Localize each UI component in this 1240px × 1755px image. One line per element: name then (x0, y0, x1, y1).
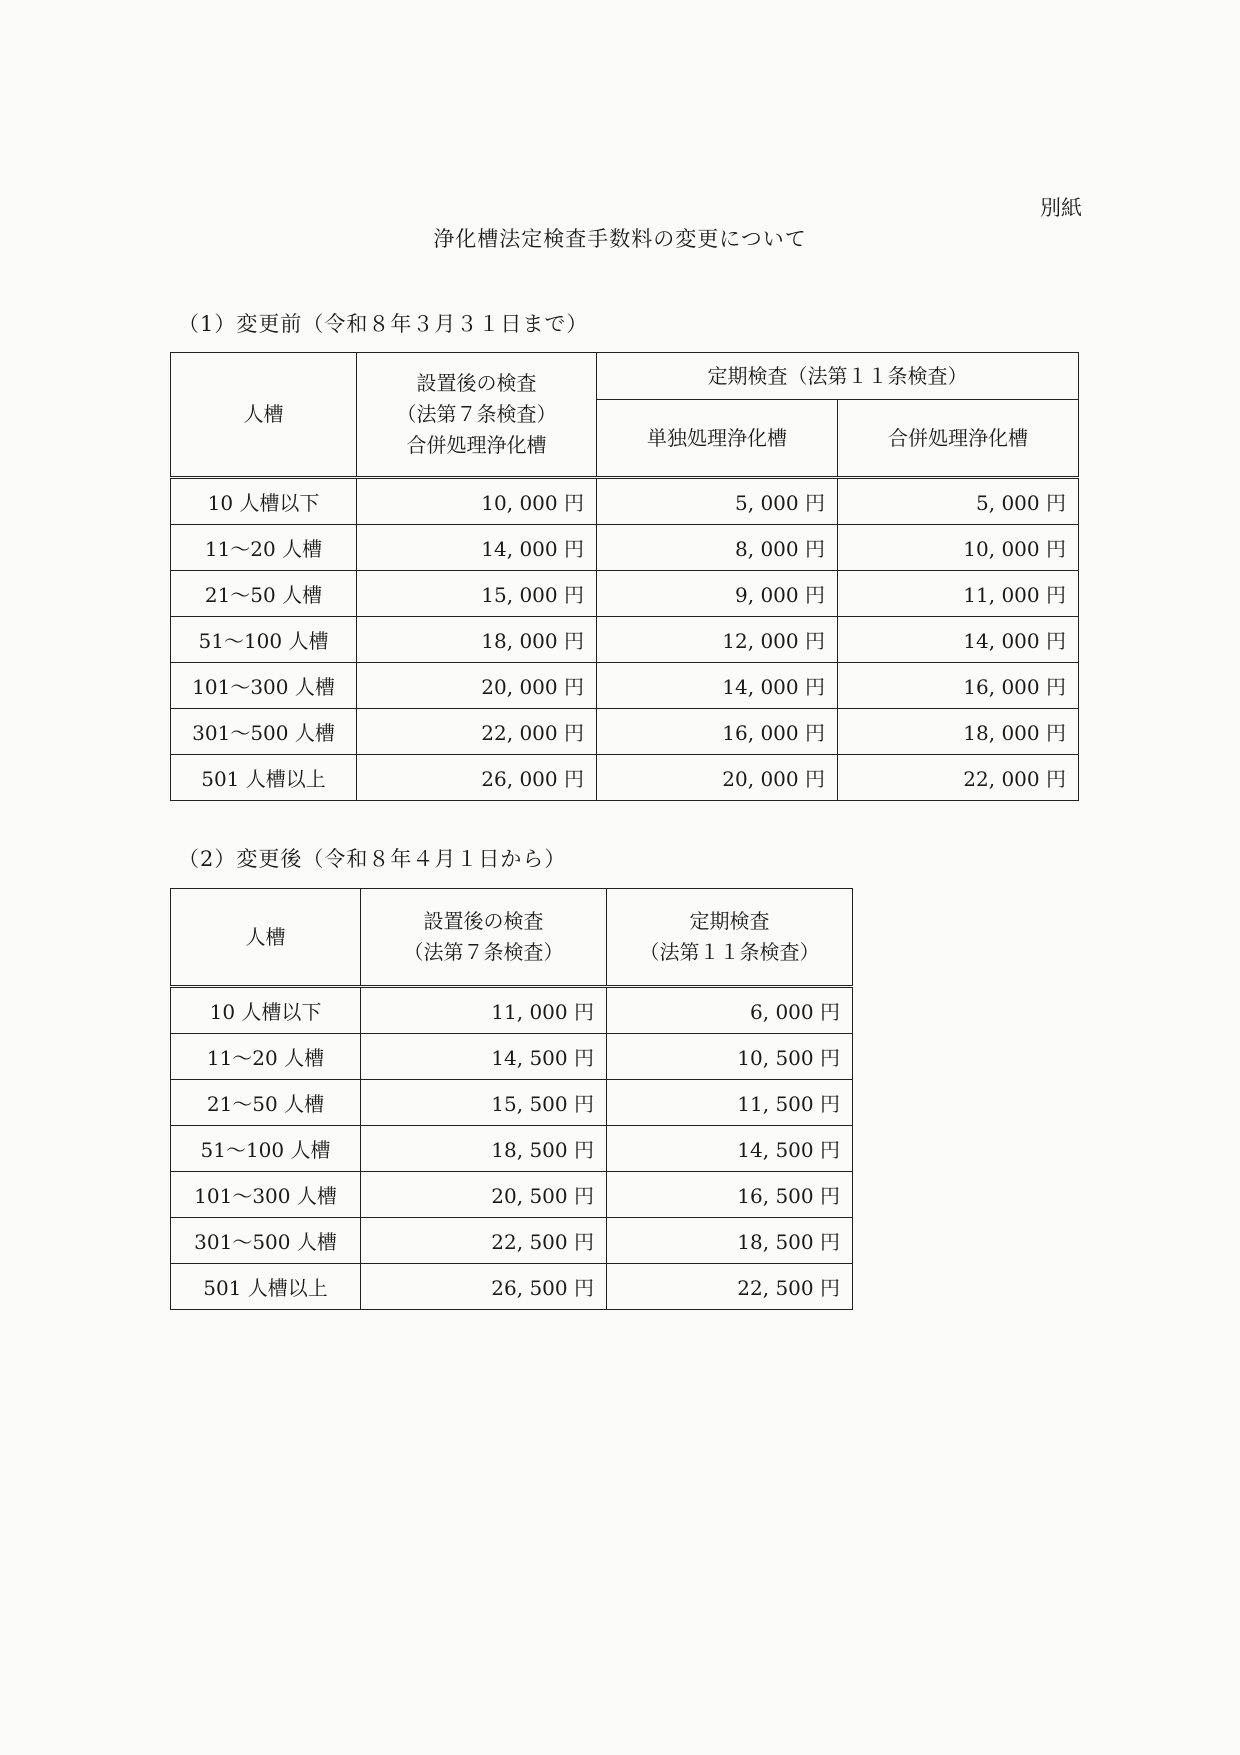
size-cell: 51～100 人槽 (171, 617, 357, 663)
fee-table-after-body (171, 987, 853, 1310)
table-row (171, 1264, 853, 1310)
table-row (171, 1034, 853, 1080)
size-cell: 101～300 人槽 (171, 1172, 361, 1218)
size-cell: 501 人槽以上 (171, 755, 357, 801)
install-fee-cell: 18, 000 円 (357, 617, 597, 663)
page-title: 浄化槽法定検査手数料の変更について (433, 227, 807, 251)
install-fee-cell: 20, 000 円 (357, 663, 597, 709)
section-heading-before: （1）変更前（令和８年３月３１日まで） (178, 312, 589, 336)
periodic-fee-cell: 22, 500 円 (607, 1264, 853, 1310)
size-cell: 10 人槽以下 (171, 987, 361, 1034)
install-fee-cell: 26, 000 円 (357, 755, 597, 801)
header-combined-tank: 合併処理浄化槽 (838, 400, 1079, 478)
size-cell: 21～50 人槽 (171, 571, 357, 617)
fee-table-before-body (171, 478, 1079, 801)
install-fee-cell: 22, 000 円 (357, 709, 597, 755)
table-row (171, 478, 1079, 525)
fee-table-after (170, 888, 853, 1310)
single-fee-cell: 16, 000 円 (597, 709, 838, 755)
size-cell: 11～20 人槽 (171, 1034, 361, 1080)
table-row (171, 709, 1079, 755)
periodic-fee-cell: 10, 500 円 (607, 1034, 853, 1080)
table-row (171, 1080, 853, 1126)
table-row (171, 755, 1079, 801)
install-fee-cell: 18, 500 円 (361, 1126, 607, 1172)
combined-fee-cell: 10, 000 円 (838, 525, 1079, 571)
combined-fee-cell: 11, 000 円 (838, 571, 1079, 617)
install-fee-cell: 15, 000 円 (357, 571, 597, 617)
install-fee-cell: 14, 500 円 (361, 1034, 607, 1080)
section-heading-after: （2）変更後（令和８年４月１日から） (178, 847, 567, 871)
table-row (171, 987, 853, 1034)
single-fee-cell: 9, 000 円 (597, 571, 838, 617)
table-row (171, 1126, 853, 1172)
size-cell: 301～500 人槽 (171, 709, 357, 755)
combined-fee-cell: 22, 000 円 (838, 755, 1079, 801)
single-fee-cell: 12, 000 円 (597, 617, 838, 663)
install-fee-cell: 26, 500 円 (361, 1264, 607, 1310)
single-fee-cell: 5, 000 円 (597, 478, 838, 525)
table-row (171, 617, 1079, 663)
header-size: 人槽 (171, 353, 357, 478)
install-fee-cell: 14, 000 円 (357, 525, 597, 571)
periodic-fee-cell: 11, 500 円 (607, 1080, 853, 1126)
install-fee-cell: 20, 500 円 (361, 1172, 607, 1218)
table-row (171, 1218, 853, 1264)
header-size: 人槽 (171, 889, 361, 987)
size-cell: 501 人槽以上 (171, 1264, 361, 1310)
size-cell: 21～50 人槽 (171, 1080, 361, 1126)
size-cell: 11～20 人槽 (171, 525, 357, 571)
table-row (171, 525, 1079, 571)
header-install-line2: （法第７条検査） (403, 940, 564, 964)
single-fee-cell: 14, 000 円 (597, 663, 838, 709)
header-periodic-line1: 定期検査 (689, 909, 770, 933)
header-install-inspection (361, 889, 607, 987)
combined-fee-cell: 5, 000 円 (838, 478, 1079, 525)
header-install-line3: 合併処理浄化槽 (406, 433, 547, 457)
install-fee-cell: 15, 500 円 (361, 1080, 607, 1126)
periodic-fee-cell: 14, 500 円 (607, 1126, 853, 1172)
table-row (171, 1172, 853, 1218)
periodic-fee-cell: 6, 000 円 (607, 987, 853, 1034)
header-install-line1: 設置後の検査 (423, 909, 544, 933)
fee-table-before (170, 352, 1079, 801)
size-cell: 101～300 人槽 (171, 663, 357, 709)
table-row (171, 571, 1079, 617)
header-periodic-inspection (607, 889, 853, 987)
install-fee-cell: 11, 000 円 (361, 987, 607, 1034)
periodic-fee-cell: 18, 500 円 (607, 1218, 853, 1264)
install-fee-cell: 10, 000 円 (357, 478, 597, 525)
install-fee-cell: 22, 500 円 (361, 1218, 607, 1264)
header-periodic-inspection: 定期検査（法第１１条検査） (597, 353, 1079, 400)
combined-fee-cell: 18, 000 円 (838, 709, 1079, 755)
periodic-fee-cell: 16, 500 円 (607, 1172, 853, 1218)
annex-label: 別紙 (1040, 196, 1082, 220)
header-install-line1: 設置後の検査 (416, 371, 537, 395)
single-fee-cell: 8, 000 円 (597, 525, 838, 571)
combined-fee-cell: 16, 000 円 (838, 663, 1079, 709)
header-install-line2: （法第７条検査） (396, 402, 557, 426)
size-cell: 51～100 人槽 (171, 1126, 361, 1172)
single-fee-cell: 20, 000 円 (597, 755, 838, 801)
combined-fee-cell: 14, 000 円 (838, 617, 1079, 663)
header-single-tank: 単独処理浄化槽 (597, 400, 838, 478)
header-install-inspection (357, 353, 597, 478)
size-cell: 301～500 人槽 (171, 1218, 361, 1264)
table-row (171, 663, 1079, 709)
size-cell: 10 人槽以下 (171, 478, 357, 525)
header-periodic-line2: （法第１１条検査） (639, 940, 820, 964)
